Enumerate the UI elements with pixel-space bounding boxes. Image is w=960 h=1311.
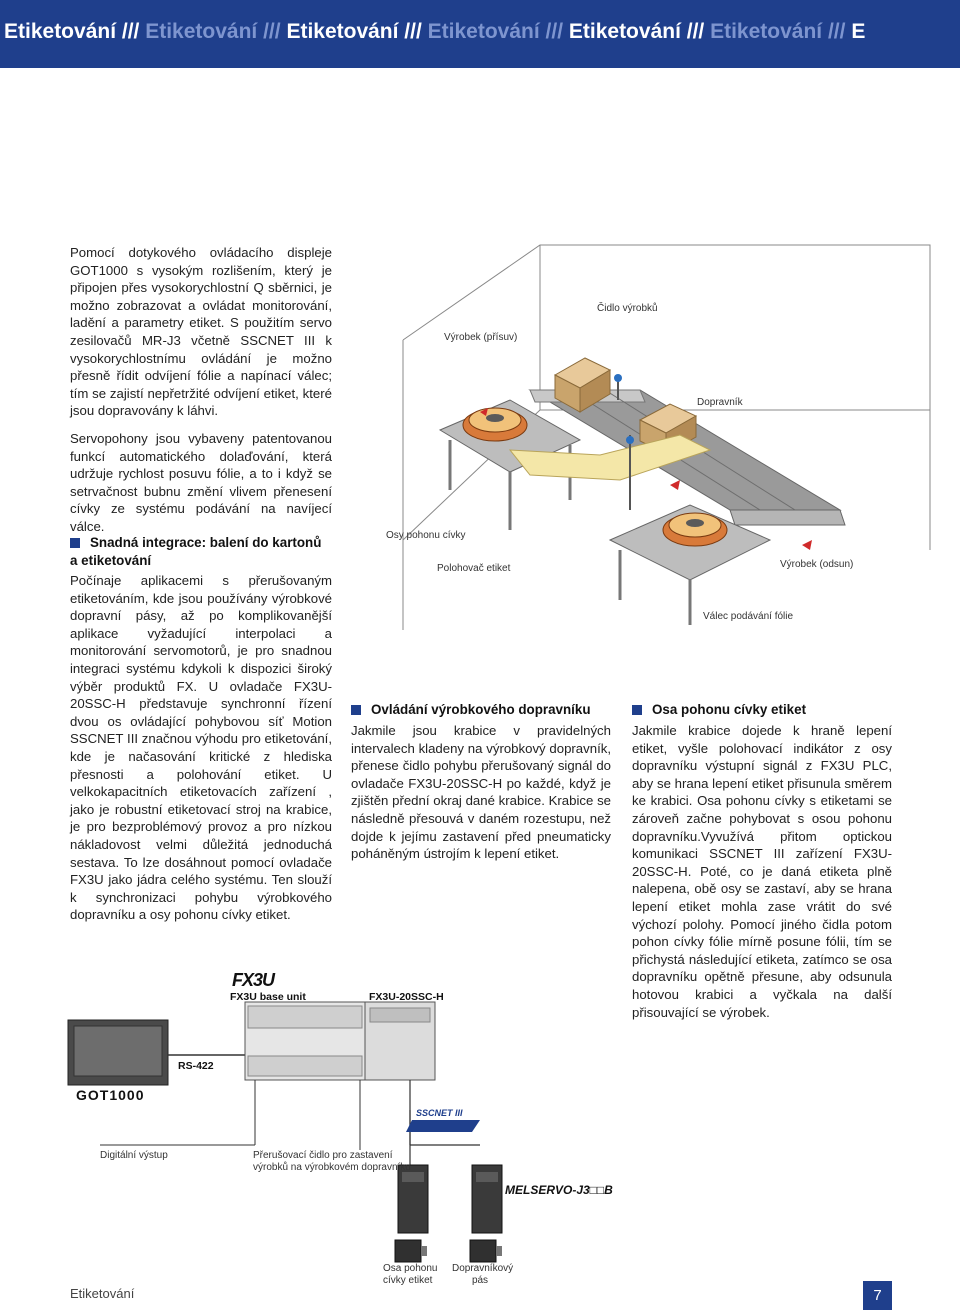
- footer-section-name: Etiketování: [70, 1286, 135, 1301]
- bullet-square-icon: [70, 538, 80, 548]
- label-rs422: RS-422: [178, 1060, 214, 1072]
- banner-segment: Etiketování ///: [145, 20, 281, 43]
- section-title-line2: a etiketování: [70, 552, 152, 568]
- bullet-square-icon: [351, 705, 361, 715]
- section-title: Ovládání výrobkového dopravníku: [371, 702, 591, 717]
- label-fx3u-ssc: FX3U-20SSC-H: [369, 991, 444, 1003]
- bullet-square-icon: [632, 705, 642, 715]
- label-conveyor-motor: [452, 1263, 514, 1287]
- got-logo: GOT1000: [76, 1087, 145, 1103]
- banner-segment: Etiketování ///: [427, 20, 564, 43]
- label-line: pás: [471, 1275, 489, 1286]
- label-interrupt-sensor-1: Přerušovací čidlo pro zastavení: [253, 1150, 393, 1161]
- section-title: Snadná integrace: balení do kartonů: [90, 535, 322, 550]
- banner-segment: Etiketování ///: [710, 20, 846, 43]
- labeling-machine-illustration: [340, 240, 960, 630]
- label-reel-axis: Osy pohonu cívky: [386, 530, 466, 541]
- page-number: 7: [863, 1281, 892, 1310]
- intro-paragraph-1: Pomocí dotykového ovládacího displeje GOT1000 s vysokým rozlišením, který je připojen přes vysokorychlostní Q sběrnici, je možno zobrazovat a ovládat monitorování, ladění a parametry etiket. S použitím servo zesilovačů MR-J3 včetně SSCNET III k vysokorychlostnímu ovládání je možno přesně řídit odvíjení fólie a napínací válec; tím se zajistí nepřetržité odvíjení etiket, které jsou dopravovány k láhvi.: [70, 245, 332, 419]
- section-heading-integration: [70, 534, 340, 569]
- fx3u-logo: FX3U: [232, 970, 275, 990]
- banner-segment: Etiketování ///: [286, 20, 422, 43]
- header-banner: [0, 0, 960, 68]
- banner-title: [4, 20, 865, 44]
- banner-segment: Etiketování ///: [4, 20, 140, 43]
- label-line: Dopravníkový: [452, 1263, 514, 1274]
- section-body-integration: Počínaje aplikacemi s přerušovaným etiketováním, kde jsou používány výrobkové dopravní pásy, až po komplikovanější aplikace vyžadující interpolaci a monitorování servomotorů, je pro snadnou integraci systému kdykoli k dispozici široký výběr produktů FX. U ovladače FX3U-20SSC-H představuje synchronní řízení dvou os ovládající pohybovou síť Motion SSCNET III značnou výhodu pro etiketování, kde je načasování kritické z hlediska přesnosti a polohování etiket. U velkokapacitních etiketovacích zařízení , jako je robustní etiketovací stroj na krabice, je pro bezproblémový provoz a pro nízkou nákladovost velmi důležitá jednoduchá sestava. To lze dosáhnout pomocí ovladače FX3U jako jádra celého systému. Ten slouží k synchronizaci pohybu výrobkového dopravníku a osy pohonu cívky etiket.: [70, 573, 332, 923]
- label-product-out: Výrobek (odsun): [780, 559, 854, 570]
- banner-segment: Etiketování ///: [568, 20, 705, 43]
- system-diagram: [60, 960, 680, 1290]
- label-feed-roller: Válec podávání fólie: [703, 611, 794, 622]
- label-fx3u-base: FX3U base unit: [230, 991, 306, 1003]
- section-heading-conveyor: [351, 701, 616, 719]
- melservo-logo: MELSERVO-J3□□B: [505, 1183, 613, 1197]
- label-product-in: Výrobek (přísuv): [444, 332, 518, 343]
- label-interrupt-sensor-2: výrobků na výrobkovém dopravníku: [253, 1162, 411, 1173]
- label-line: cívky etiket: [383, 1275, 433, 1286]
- section-body-reel: Jakmile krabice dojede k hraně lepení etiket, vyšle polohovací indikátor z osy dopravníku výstupní signál z FX3U PLC, aby se hrana lepení etiket přisunula směrem ke krabici. Osa pohonu cívky s etiketami se zároveň začne pohybovat s osou pohonu dopravníku.Vyvužívá přitom optickou komunikaci SSCNET III zařízení FX3U-20SSC-H. Poté, co je daná etiketa plně nalepena, obě osy se zastaví, aby se hrana lepení etiket mohla zase vrátit do své výchozí polohy. Pomocí jiného čidla potom pohon cívky fólie mírně posune fólii, tím se přichystá následující etiketa, zatímco se osa dopravníku opětně přesune, aby odsunula hotovou krabici a vyčkala na další přisouvající se výrobek.: [632, 723, 892, 1020]
- sscnet-logo: SSCNET III: [416, 1108, 463, 1118]
- label-digital-output: Digitální výstup: [100, 1150, 168, 1161]
- label-product-sensor: Čidlo výrobků: [597, 303, 658, 314]
- label-conveyor: Dopravník: [697, 397, 743, 408]
- section-heading-reel: [632, 701, 897, 719]
- label-line: Osa pohonu: [383, 1263, 438, 1274]
- section-title: Osa pohonu cívky etiket: [652, 702, 807, 717]
- section-body-conveyor: Jakmile jsou krabice v pravidelných intervalech kladeny na výrobkový dopravník, přenese čidlo pohybu přerušovaný signál do ovladače FX3U-20SSC-H po každé, když je zjištěn přední okraj dané krabice. Krabice se následně přesouvá v daném rozestupu, než dojde k jejímu zastavení před pneumaticky poháněným ústrojím k lepení etiket.: [351, 723, 611, 862]
- intro-paragraph-2: Servopohony jsou vybaveny patentovanou funkcí automatického dolaďování, která udržuje rychlost posuvu fólie, a to i když se setrvačnost bubnu změní vlivem přenesení cívky ze systému podávání na navíjecí válce.: [70, 431, 332, 534]
- banner-segment: E: [851, 20, 866, 43]
- label-reel-axis-motor: [383, 1263, 438, 1287]
- label-label-positioner: Polohovač etiket: [437, 563, 511, 574]
